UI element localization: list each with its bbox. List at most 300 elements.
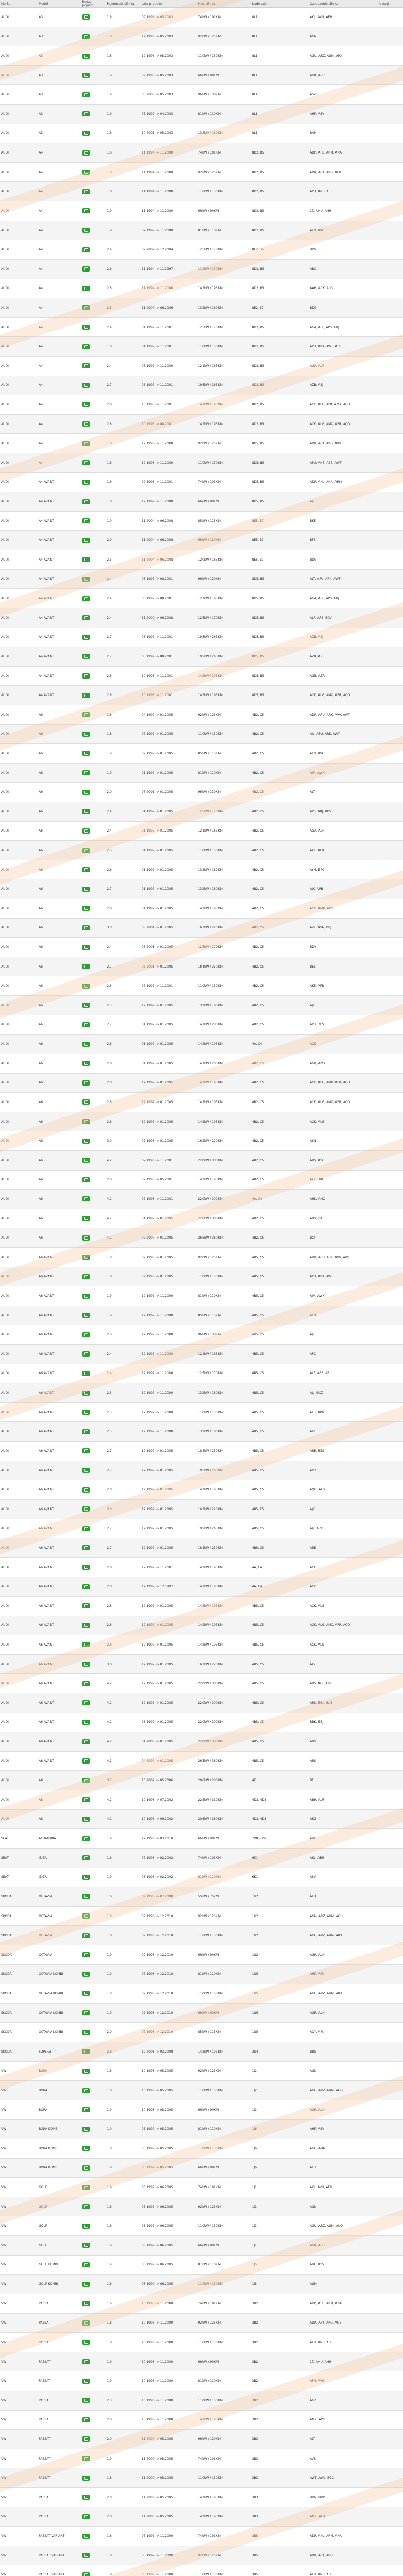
vehicle-thumbnail-icon — [82, 111, 90, 116]
vehicle-type-cell — [81, 1015, 106, 1035]
vehicle-type-cell — [81, 1713, 106, 1732]
cell-capacity: 2.0 — [106, 2430, 141, 2449]
cell-brand: AUDI — [0, 1073, 38, 1093]
cell-body: 8D5, B5 — [251, 666, 309, 686]
table-row — [0, 1654, 403, 1674]
cell-power: 142kW / 193KM — [197, 1557, 251, 1577]
vehicle-type-cell — [81, 65, 106, 85]
cell-power: 142kW / 193KM — [197, 395, 251, 415]
cell-body: 3B3 — [251, 2507, 309, 2527]
cell-body: 4B5, C5 — [251, 1480, 309, 1500]
cell-body: 8L1 — [251, 124, 309, 143]
cell-power: 142kW / 193KM — [197, 2410, 251, 2430]
cell-notes — [378, 414, 403, 434]
cell-capacity: 4.2 — [106, 1732, 141, 1752]
cell-notes — [378, 85, 403, 105]
cell-model: PASSAT — [38, 2507, 81, 2527]
cell-notes — [378, 879, 403, 899]
cell-engine-code: AGB, AZR — [309, 666, 378, 686]
cell-brand: AUDI — [0, 1345, 38, 1364]
vehicle-type-cell — [81, 2371, 106, 2391]
cell-capacity: 2.0 — [106, 2023, 141, 2042]
cell-brand: AUDI — [0, 628, 38, 647]
cell-brand: AUDI — [0, 1713, 38, 1732]
cell-power: 85kW / 115KM — [197, 1306, 251, 1325]
cell-years: 07.1998 -> 01.2005 — [141, 1267, 197, 1286]
cell-brand: AUDI — [0, 1286, 38, 1306]
cell-brand: VW — [0, 2546, 38, 2565]
cell-body: 8E2, B6 — [251, 240, 309, 260]
vehicle-thumbnail-icon — [82, 1991, 90, 1996]
cell-body: 8D2, B5 — [251, 337, 309, 357]
cell-capacity: 2.4 — [106, 821, 141, 841]
cell-years: 07.1998 -> 11.2001 — [141, 1150, 197, 1170]
cell-capacity: 1.9 — [106, 1964, 141, 1984]
cell-model: A4 AVANT — [38, 531, 81, 550]
cell-years: 11.2000 -> 05.2005 — [141, 2488, 197, 2507]
table-row — [0, 2216, 403, 2236]
cell-power: 220kW / 300KM — [197, 1693, 251, 1713]
cell-body: 1J6 — [251, 2139, 309, 2159]
vehicle-thumbnail-icon — [82, 770, 90, 775]
cell-power: 142kW / 193KM — [197, 1596, 251, 1616]
table-row — [0, 724, 403, 744]
cell-model: A6 — [38, 860, 81, 879]
vehicle-thumbnail-icon — [82, 2030, 90, 2035]
cell-years: 06.1996 -> 02.2002 — [141, 1848, 197, 1868]
cell-body: 7V8, 7V9 — [251, 1829, 309, 1849]
cell-model: A6 AVANT — [38, 1616, 81, 1635]
cell-model: A6 AVANT — [38, 1248, 81, 1267]
cell-capacity: 1.9 — [106, 1945, 141, 1964]
cell-brand: VW — [0, 2333, 38, 2352]
cell-notes — [378, 1596, 403, 1616]
cell-model: A3 — [38, 105, 81, 124]
vehicle-type-cell — [81, 1926, 106, 1945]
cell-model: BORA KOMBI — [38, 2158, 81, 2178]
cell-power: 81kW / 110KM — [197, 763, 251, 783]
cell-brand: SKODA — [0, 1945, 38, 1964]
cell-years: 07.1998 -> 05.2001 — [141, 1170, 197, 1190]
cell-body: 4B5, C5 — [251, 1616, 309, 1635]
table-row — [0, 1674, 403, 1693]
cell-power: 55kW / 75KM — [197, 1887, 251, 1907]
cell-model: A6 — [38, 744, 81, 764]
cell-power: 66kW / 90KM — [197, 2003, 251, 2023]
cell-capacity: 2.0 — [106, 1325, 141, 1345]
table-row — [0, 2507, 403, 2527]
cell-body: 3B2 — [251, 2391, 309, 2410]
cell-body: 8D5, B5 — [251, 492, 309, 512]
cell-body: 4A, C4 — [251, 1557, 309, 1577]
cell-notes — [378, 628, 403, 647]
cell-engine-code: AFB, AKN — [309, 1402, 378, 1422]
table-row — [0, 2139, 403, 2159]
table-row — [0, 1693, 403, 1713]
cell-body: 3B5 — [251, 2565, 309, 2576]
vehicle-thumbnail-icon — [82, 596, 90, 601]
table-row — [0, 2158, 403, 2178]
vehicle-type-cell — [81, 2507, 106, 2527]
vehicle-thumbnail-icon — [82, 1778, 90, 1783]
cell-brand: AUDI — [0, 1035, 38, 1054]
cell-power: 66kW / 90KM — [197, 492, 251, 512]
cell-brand: AUDI — [0, 65, 38, 85]
vehicle-thumbnail-icon — [82, 1061, 90, 1066]
cell-body: 1U5 — [251, 2023, 309, 2042]
vehicle-thumbnail-icon — [82, 1526, 90, 1531]
cell-power: 142kW / 193KM — [197, 1035, 251, 1054]
table-row — [0, 1771, 403, 1790]
cell-capacity: 2.4 — [106, 1364, 141, 1383]
vehicle-type-cell — [81, 996, 106, 1015]
vehicle-thumbnail-icon — [82, 615, 90, 620]
cell-capacity: 4.2 — [106, 1150, 141, 1170]
cell-power: 220kW / 300KM — [197, 1190, 251, 1209]
cell-engine-code: AZB, ASJ — [309, 376, 378, 395]
table-row — [0, 1887, 403, 1907]
cell-engine-code: ARE, BES — [309, 1442, 378, 1461]
cell-brand: AUDI — [0, 1771, 38, 1790]
vehicle-type-cell — [81, 899, 106, 919]
cell-engine-code: ADR, APT, ARG — [309, 2546, 378, 2565]
table-row — [0, 2546, 403, 2565]
cell-years: 10.1995 -> 08.2001 — [141, 414, 197, 434]
vehicle-thumbnail-icon — [82, 1429, 90, 1434]
cell-notes — [378, 2313, 403, 2333]
cell-brand: SKODA — [0, 1926, 38, 1945]
vehicle-type-cell — [81, 162, 106, 182]
cell-brand: AUDI — [0, 1480, 38, 1500]
cell-brand: AUDI — [0, 1422, 38, 1442]
cell-notes — [378, 957, 403, 976]
cell-model: A4 AVANT — [38, 628, 81, 647]
cell-model: PASSAT — [38, 2294, 81, 2313]
vehicle-thumbnail-icon — [82, 1642, 90, 1647]
cell-brand: SKODA — [0, 2042, 38, 2061]
vehicle-thumbnail-icon — [82, 1139, 90, 1144]
cell-engine-code: AVK, ASN, BBJ — [309, 918, 378, 938]
cell-notes — [378, 724, 403, 744]
vehicle-type-cell — [81, 821, 106, 841]
cell-notes — [378, 1964, 403, 1984]
cell-notes — [378, 1248, 403, 1267]
cell-engine-code: BFB — [309, 531, 378, 550]
cell-capacity: 2.8 — [106, 395, 141, 415]
cell-model: A6 AVANT — [38, 1732, 81, 1752]
cell-capacity: 2.8 — [106, 2507, 141, 2527]
table-row — [0, 1054, 403, 1073]
cell-notes — [378, 744, 403, 764]
cell-body: 4A, C4 — [251, 1577, 309, 1597]
cell-years: 12.1996 -> 11.2000 — [141, 453, 197, 473]
vehicle-type-cell — [81, 259, 106, 279]
cell-years: 06.1997 -> 11.2000 — [141, 356, 197, 376]
cell-brand: AUDI — [0, 821, 38, 841]
table-row — [0, 1945, 403, 1964]
cell-years: 11.2000 -> 05.2005 — [141, 2507, 197, 2527]
cell-brand: AUDI — [0, 666, 38, 686]
cell-capacity: 2.5 — [106, 298, 141, 318]
cell-body: 3B3 — [251, 2468, 309, 2488]
cell-power: 162kW / 220KM — [197, 918, 251, 938]
cell-power: 110kW / 150KM — [197, 2139, 251, 2159]
vehicle-type-cell — [81, 105, 106, 124]
vehicle-type-cell — [81, 2333, 106, 2352]
cell-brand: AUDI — [0, 531, 38, 550]
table-row — [0, 899, 403, 919]
vehicle-type-cell — [81, 1538, 106, 1558]
cell-capacity: 2.8 — [106, 1073, 141, 1093]
cell-capacity: 3.0 — [106, 918, 141, 938]
vehicle-thumbnail-icon — [82, 2534, 90, 2539]
cell-capacity: 2.4 — [106, 317, 141, 337]
table-row — [0, 2275, 403, 2294]
cell-power: 162kW / 220KM — [197, 1499, 251, 1519]
vehicle-thumbnail-icon — [82, 1623, 90, 1628]
cell-body: 8D2, B5 — [251, 414, 309, 434]
cell-brand: SEAT — [0, 1848, 38, 1868]
vehicle-type-cell — [81, 2003, 106, 2023]
vehicle-thumbnail-icon — [82, 14, 90, 20]
vehicle-type-cell — [81, 2430, 106, 2449]
cell-power: 142kW / 193KM — [197, 2507, 251, 2527]
vehicle-type-cell — [81, 724, 106, 744]
cell-engine-code: ACK, ALG, AMX, APR, AQD — [309, 414, 378, 434]
cell-capacity: 1.6 — [106, 8, 141, 27]
cell-notes — [378, 2216, 403, 2236]
vehicle-type-cell — [81, 8, 106, 27]
cell-capacity: 1.8 — [106, 724, 141, 744]
cell-body: 4D2, 4D8 — [251, 1809, 309, 1829]
cell-body: 4B5, C5 — [251, 1635, 309, 1655]
cell-years: 11.1994 -> 11.2000 — [141, 182, 197, 201]
table-row — [0, 143, 403, 163]
cell-years: 06.1996 -> 02.2002 — [141, 1868, 197, 1887]
cell-notes — [378, 705, 403, 724]
cell-engine-code: BDV — [309, 938, 378, 957]
cell-body: 4B2, C5 — [251, 1073, 309, 1093]
cell-notes — [378, 1557, 403, 1577]
cell-power: 66kW / 90KM — [197, 1945, 251, 1964]
cell-notes — [378, 1150, 403, 1170]
cell-body: 4B2, C5 — [251, 1228, 309, 1248]
cell-engine-code: ACK, ALG, AMX, APR, AQD — [309, 1093, 378, 1112]
vehicle-type-cell — [81, 1732, 106, 1752]
cell-brand: AUDI — [0, 337, 38, 357]
vehicle-type-cell — [81, 1461, 106, 1480]
cell-engine-code: AGR, ALH — [309, 2100, 378, 2120]
table-row — [0, 1402, 403, 1422]
cell-notes — [378, 2294, 403, 2313]
cell-capacity: 2.4 — [106, 802, 141, 821]
cell-model: A4 AVANT — [38, 608, 81, 628]
cell-model: SUPERB — [38, 2042, 81, 2061]
cell-model: OCTAVIA KOMBI — [38, 2023, 81, 2042]
cell-brand: AUDI — [0, 1790, 38, 1810]
cell-model: A4 AVANT — [38, 666, 81, 686]
table-row — [0, 783, 403, 802]
cell-engine-code: BBG — [309, 2042, 378, 2061]
cell-engine-code: AQY, APK — [309, 2023, 378, 2042]
vehicle-type-cell — [81, 705, 106, 724]
cell-years: 11.2004 -> 06.2008 — [141, 511, 197, 531]
table-row — [0, 1190, 403, 1209]
table-row — [0, 1267, 403, 1286]
table-row — [0, 259, 403, 279]
cell-power: 66kW / 90KM — [197, 2352, 251, 2371]
cell-power: 96kW / 130KM — [197, 531, 251, 550]
vehicle-thumbnail-icon — [82, 1913, 90, 1919]
cell-engine-code: AGU, ARZ, AUM, ARX — [309, 1984, 378, 2004]
cell-brand: AUDI — [0, 1364, 38, 1383]
cell-model: GOLF — [38, 2197, 81, 2216]
cell-capacity: 2.7 — [106, 1442, 141, 1461]
cell-engine-code: AKL, AVU, AEH — [309, 8, 378, 27]
cell-capacity: 1.9 — [106, 2120, 141, 2139]
cell-capacity: 2.8 — [106, 1596, 141, 1616]
vehicle-thumbnail-icon — [82, 1603, 90, 1608]
cell-engine-code: ARS, AQJ, ANK — [309, 1674, 378, 1693]
cell-notes — [378, 453, 403, 473]
cell-model: A6 — [38, 899, 81, 919]
cell-power: 92kW / 125KM — [197, 1248, 251, 1267]
cell-capacity: 2.8 — [106, 279, 141, 298]
cell-brand: AUDI — [0, 1635, 38, 1655]
cell-years: 05.1999 -> 06.2005 — [141, 2255, 197, 2275]
vehicle-type-cell — [81, 1170, 106, 1190]
cell-power: 74kW / 101KM — [197, 2527, 251, 2546]
cell-model: A6 — [38, 1209, 81, 1228]
cell-capacity: 2.5 — [106, 550, 141, 570]
cell-model: PASSAT VARIANT — [38, 2565, 81, 2576]
cell-years: 01.1997 -> 01.2005 — [141, 841, 197, 860]
cell-notes — [378, 938, 403, 957]
cell-capacity: 2.4 — [106, 356, 141, 376]
cell-notes — [378, 1984, 403, 2004]
cell-model: A6 — [38, 996, 81, 1015]
vehicle-type-cell — [81, 1073, 106, 1093]
cell-engine-code: AHU — [309, 1829, 378, 1849]
vehicle-type-cell — [81, 1848, 106, 1868]
vehicle-type-cell — [81, 666, 106, 686]
vehicle-thumbnail-icon — [82, 1972, 90, 1977]
vehicle-thumbnail-icon — [82, 2282, 90, 2287]
cell-capacity: 2.7 — [106, 957, 141, 976]
cell-years: 12.1997 -> 01.2005 — [141, 1635, 197, 1655]
vehicle-thumbnail-icon — [82, 1274, 90, 1279]
table-row — [0, 1519, 403, 1538]
cell-brand: VW — [0, 2313, 38, 2333]
vehicle-thumbnail-icon — [82, 150, 90, 156]
cell-body: 4B5, C5 — [251, 1422, 309, 1442]
cell-notes — [378, 1693, 403, 1713]
cell-model: A6 AVANT — [38, 1306, 81, 1325]
cell-engine-code: AGR, ALH — [309, 2003, 378, 2023]
cell-engine-code: ALH — [309, 2158, 378, 2178]
cell-capacity: 1.8 — [106, 2197, 141, 2216]
cell-model: IBIZA — [38, 1868, 81, 1887]
cell-notes — [378, 1461, 403, 1480]
vehicle-type-cell — [81, 376, 106, 395]
cell-body: 4B2, C5 — [251, 1170, 309, 1190]
cell-engine-code: BBK, BBJ — [309, 1713, 378, 1732]
vehicle-thumbnail-icon — [82, 363, 90, 368]
cell-engine-code: BDG — [309, 298, 378, 318]
vehicle-thumbnail-icon — [82, 1391, 90, 1396]
vehicle-thumbnail-icon — [82, 1080, 90, 1086]
vehicle-type-cell — [81, 1596, 106, 1616]
cell-body: 3B5 — [251, 2527, 309, 2546]
vehicle-thumbnail-icon — [82, 344, 90, 349]
cell-years: 12.1997 -> 11.2000 — [141, 1422, 197, 1442]
cell-capacity: 1.9 — [106, 105, 141, 124]
cell-power: 142kW / 193KM — [197, 1635, 251, 1655]
cell-brand: AUDI — [0, 802, 38, 821]
vehicle-type-cell — [81, 1829, 106, 1849]
vehicle-type-cell — [81, 182, 106, 201]
cell-capacity: 3.7 — [106, 1771, 141, 1790]
cell-power: 96kW / 130KM — [197, 569, 251, 589]
vehicle-type-cell — [81, 1228, 106, 1248]
cell-body: 8D2, B5 — [251, 356, 309, 376]
table-row — [0, 2488, 403, 2507]
cell-years: 01.1997 -> 01.2005 — [141, 1054, 197, 1073]
cell-power: 74kW / 101KM — [197, 2449, 251, 2468]
cell-capacity: 1.6 — [106, 2294, 141, 2313]
vehicle-thumbnail-icon — [82, 421, 90, 427]
cell-capacity: 4.2 — [106, 1713, 141, 1732]
cell-model: PASSAT — [38, 2430, 81, 2449]
cell-years: 12.1997 -> 01.2005 — [141, 1461, 197, 1480]
vehicle-thumbnail-icon — [82, 790, 90, 795]
cell-capacity: 2.4 — [106, 938, 141, 957]
cell-engine-code: ADP, AHL, ARM, ANA — [309, 2527, 378, 2546]
cell-years: 10.2002 -> 05.2006 — [141, 1771, 197, 1790]
vehicle-thumbnail-icon — [82, 1351, 90, 1357]
cell-capacity: 1.8 — [106, 1984, 141, 2004]
cell-model: A6 AVANT — [38, 1286, 81, 1306]
cell-body: 8D2, B5 — [251, 279, 309, 298]
cell-body: 3B2 — [251, 2313, 309, 2333]
cell-model: A4 AVANT — [38, 569, 81, 589]
vehicle-thumbnail-icon — [82, 1158, 90, 1163]
cell-power: 142kW / 193KM — [197, 1093, 251, 1112]
vehicle-thumbnail-icon — [82, 189, 90, 194]
cell-notes — [378, 162, 403, 182]
cell-model: A4 AVANT — [38, 589, 81, 608]
cell-brand: AUDI — [0, 1809, 38, 1829]
vehicle-type-cell — [81, 1325, 106, 1345]
table-row — [0, 1809, 403, 1829]
cell-notes — [378, 1267, 403, 1286]
cell-notes — [378, 647, 403, 667]
vehicle-type-cell — [81, 763, 106, 783]
cell-engine-code: AJK — [309, 1499, 378, 1519]
cell-power: 110kW / 150KM — [197, 1926, 251, 1945]
cell-body: 4B5, C5 — [251, 1693, 309, 1713]
cell-capacity: 1.9 — [106, 2371, 141, 2391]
cell-engine-code: AGZ — [309, 2391, 378, 2410]
cell-engine-code: AGN, ARZ, AUM, AGU — [309, 1906, 378, 1926]
cell-brand: AUDI — [0, 1596, 38, 1616]
cell-years: 01.1997 -> 01.2005 — [141, 879, 197, 899]
vehicle-thumbnail-icon — [82, 2456, 90, 2461]
vehicle-thumbnail-icon — [82, 2476, 90, 2481]
cell-notes — [378, 1538, 403, 1558]
cell-model: A3 — [38, 27, 81, 46]
cell-engine-code: ARS, ASG — [309, 1150, 378, 1170]
